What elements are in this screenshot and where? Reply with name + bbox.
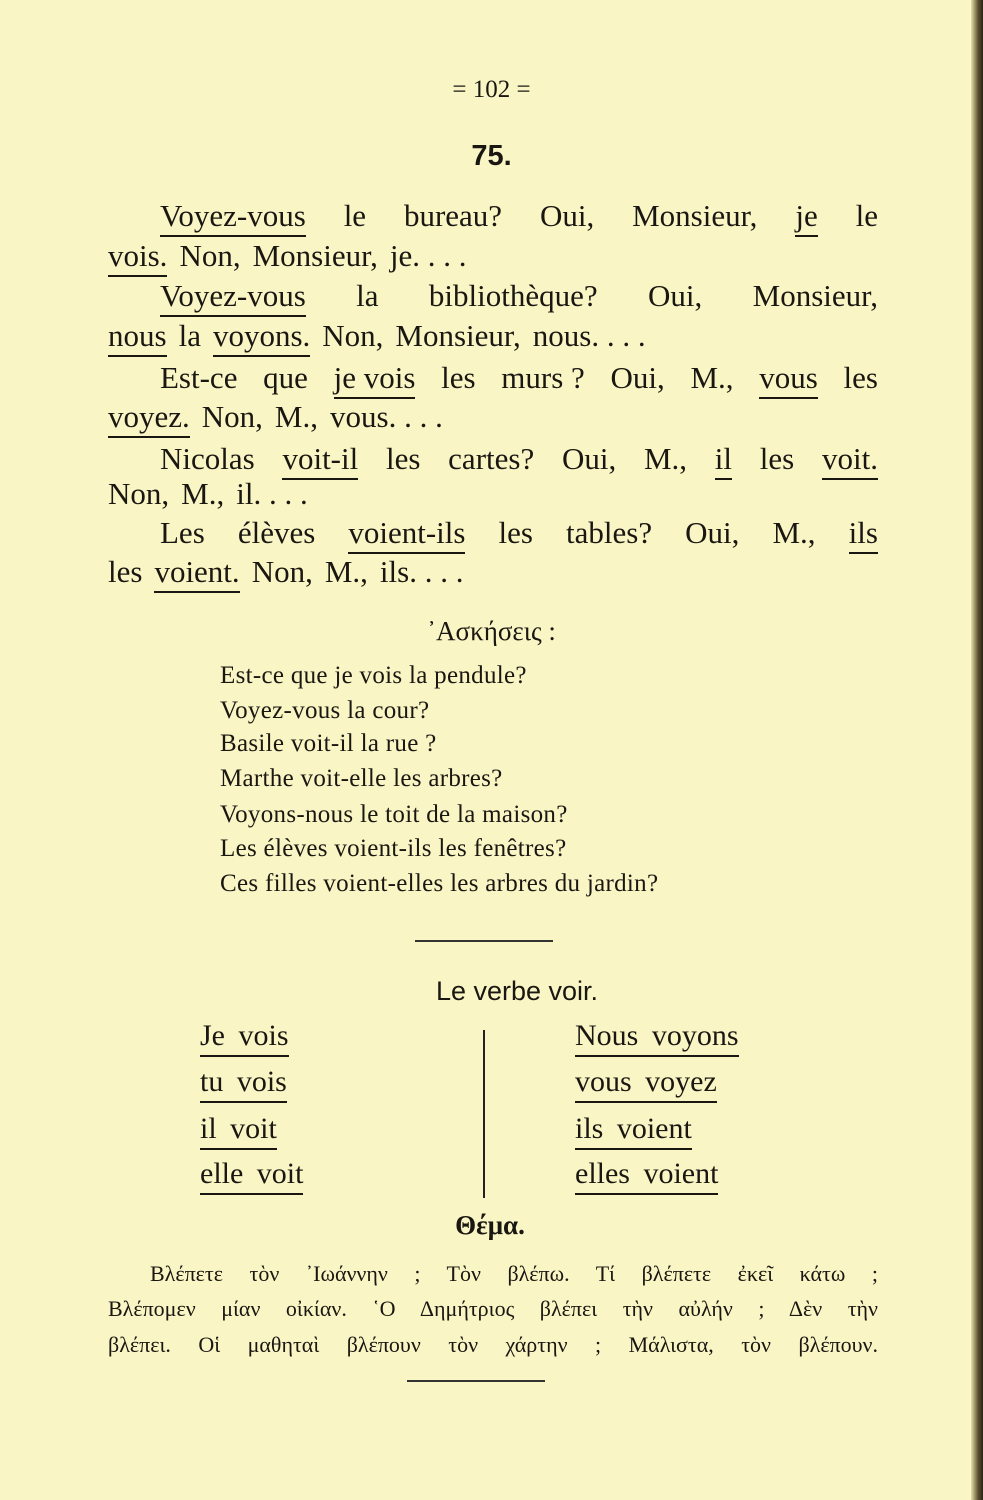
- page-number: = 102 =: [452, 76, 531, 103]
- plural-form: ils voient: [575, 1112, 692, 1150]
- paragraph-line: [160, 278, 878, 317]
- underlined-word: voient.: [154, 554, 239, 593]
- word: M.,: [324, 554, 368, 589]
- divider: [415, 940, 553, 942]
- word: Oui,: [648, 278, 703, 313]
- word: il. . . .: [236, 476, 308, 511]
- word: Monsieur,: [632, 198, 758, 233]
- underlined-word: ils: [849, 515, 878, 554]
- word: tables?: [566, 515, 653, 550]
- page-edge: [971, 0, 983, 1500]
- theme-heading: Θέμα.: [455, 1210, 525, 1240]
- exercise-item: Est-ce que je vois la pendule?: [220, 662, 527, 689]
- word: les: [108, 554, 143, 589]
- word: Est-ce: [160, 360, 238, 395]
- word: les: [385, 441, 421, 476]
- paragraph-line: [160, 360, 878, 399]
- underlined-word: Voyez-vous: [160, 198, 306, 237]
- word: les: [759, 441, 795, 476]
- paragraph-line: [108, 554, 878, 593]
- word: Non,: [201, 399, 263, 434]
- theme-line: Βλέπομεν μίαν οἰκίαν. ῾Ο Δημήτριος βλέπει τὴν αὐλήν ; Δὲν τὴν: [108, 1296, 878, 1321]
- underlined-word: voyons.: [213, 318, 310, 357]
- underlined-word: il: [715, 441, 732, 480]
- word: Non,: [108, 476, 170, 511]
- word: M.,: [643, 441, 688, 476]
- paragraph-line: [108, 318, 878, 357]
- word: Non,: [251, 554, 313, 589]
- singular-form: elle voit: [200, 1157, 303, 1195]
- exercise-item: Les élèves voient-ils les fenêtres?: [220, 835, 567, 862]
- word: bibliothèque?: [428, 278, 598, 313]
- word: M.,: [772, 515, 816, 550]
- word: Non,: [322, 318, 384, 353]
- singular-form: Je vois: [200, 1019, 289, 1057]
- exercise-item: Marthe voit-elle les arbres?: [220, 765, 503, 792]
- word: nous. . . .: [532, 318, 646, 353]
- word: Les: [160, 515, 205, 550]
- underlined-word: je: [795, 198, 817, 237]
- word: vous. . . .: [330, 399, 443, 434]
- verb-title: Le verbe voir.: [435, 976, 599, 1006]
- plural-form: vous voyez: [575, 1065, 717, 1103]
- word: Oui,: [561, 441, 617, 476]
- exercise-item: Ces filles voient-elles les arbres du jardin?: [220, 870, 659, 897]
- paragraph-line: [108, 399, 878, 438]
- underlined-word: vois.: [108, 238, 167, 277]
- exercise-item: Basile voit-il la rue ?: [220, 730, 437, 757]
- word: cartes?: [448, 441, 535, 476]
- word: Oui,: [610, 360, 665, 395]
- underlined-word: vous: [759, 360, 818, 399]
- word: élèves: [237, 515, 316, 550]
- paragraph-line: [160, 198, 878, 237]
- exercise-item: Voyez-vous la cour?: [220, 697, 430, 724]
- word: les: [498, 515, 533, 550]
- word: les: [843, 360, 878, 395]
- word: le: [343, 198, 367, 233]
- word: Non,: [179, 238, 241, 273]
- theme-line: βλέπει. Οἱ μαθηταὶ βλέπουν τὸν χάρτην ; Μάλιστα, τὸν βλέπουν.: [108, 1332, 878, 1357]
- word: que: [263, 360, 308, 395]
- word: Monsieur,: [395, 318, 521, 353]
- theme-line: Βλέπετε τὸν ᾿Ιωάννην ; Τὸν βλέπω. Τί βλέπετε ἐκεῖ κάτω ;: [150, 1261, 878, 1286]
- singular-form: tu vois: [200, 1065, 287, 1103]
- exercise-item: Voyons-nous le toit de la maison?: [220, 801, 568, 828]
- word: ils. . . .: [379, 554, 464, 589]
- word: Oui,: [539, 198, 595, 233]
- word: la: [356, 278, 379, 313]
- word: Monsieur,: [252, 238, 378, 273]
- word: la: [178, 318, 201, 353]
- word: M.,: [690, 360, 734, 395]
- underlined-word: voyez.: [108, 399, 190, 438]
- bottom-divider: [407, 1380, 545, 1382]
- word: Nicolas: [160, 441, 255, 476]
- underlined-word: voient-ils: [348, 515, 465, 554]
- underlined-word: je vois: [334, 360, 416, 399]
- exercise-number: 75.: [471, 140, 512, 172]
- underlined-word: Voyez-vous: [160, 278, 306, 317]
- word: M.,: [274, 399, 318, 434]
- underlined-word: voit-il: [282, 441, 358, 480]
- word: Oui,: [685, 515, 740, 550]
- column-divider: [483, 1030, 485, 1198]
- paragraph-line: [108, 238, 878, 277]
- word: le: [855, 198, 878, 233]
- underlined-word: nous: [108, 318, 167, 357]
- word: les: [441, 360, 476, 395]
- word: murs ?: [501, 360, 585, 395]
- paragraph-line: [160, 515, 878, 554]
- paragraph-line: [160, 441, 878, 480]
- word: Monsieur,: [752, 278, 878, 313]
- word: je. . . .: [389, 238, 467, 273]
- underlined-word: voit.: [822, 441, 878, 480]
- word: M.,: [181, 476, 225, 511]
- plural-form: Nous voyons: [575, 1019, 739, 1057]
- paragraph-line: [108, 476, 878, 512]
- singular-form: il voit: [200, 1112, 277, 1150]
- word: bureau?: [403, 198, 503, 233]
- plural-form: elles voient: [575, 1157, 718, 1195]
- exercises-heading: ᾿Ασκήσεις :: [427, 616, 556, 646]
